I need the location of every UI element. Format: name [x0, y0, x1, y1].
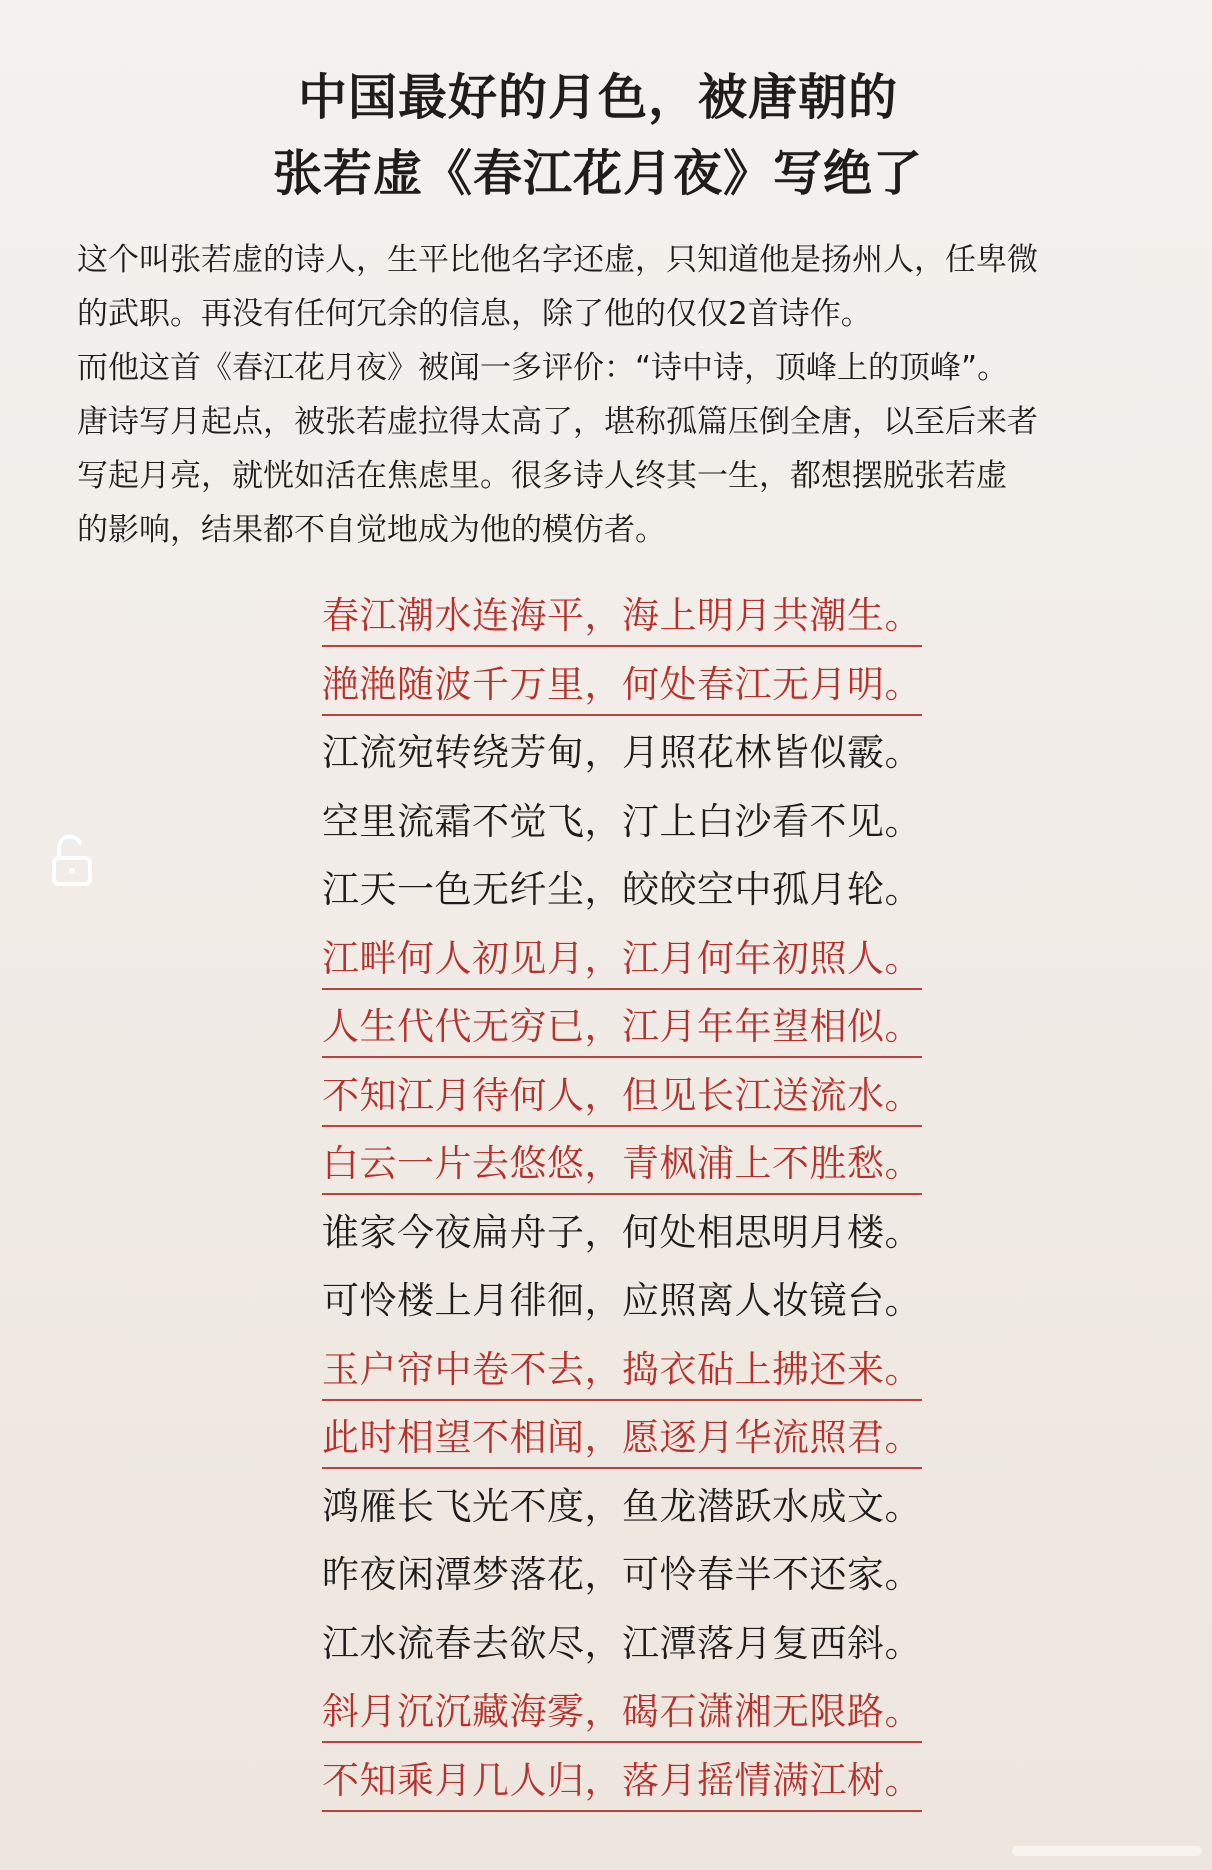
poem-line-text: 斜月沉沉藏海雾，碣石潇湘无限路。	[322, 1680, 922, 1744]
poem-line	[322, 790, 922, 859]
page-title-line-1: 中国最好的月色，被唐朝的	[297, 69, 898, 126]
poem-line	[322, 1269, 922, 1338]
intro-line: 唐诗写月起点，被张若虚拉得太高了，堪称孤篇压倒全唐，以至后来者	[77, 404, 1038, 440]
poem-line-text: 江天一色无纤尘，皎皎空中孤月轮。	[322, 868, 922, 911]
poem-line	[322, 721, 922, 790]
poem-line	[322, 1612, 922, 1681]
poem-line-highlighted	[322, 1749, 922, 1818]
poem-line-text: 鸿雁长飞光不度，鱼龙潜跃水成文。	[322, 1484, 922, 1528]
poem-line-text: 滟滟随波千万里，何处春江无月明。	[322, 653, 922, 717]
poem-line-text: 江流宛转绕芳甸，月照花林皆似霰。	[322, 731, 922, 774]
poem-line-highlighted	[322, 1680, 922, 1749]
poem-line-text: 江畔何人初见月，江月何年初照人。	[322, 927, 922, 991]
intro-line: 这个叫张若虚的诗人，生平比他名字还虚，只知道他是扬州人，任卑微	[77, 242, 1038, 278]
intro-line: 的武职。再没有任何冗余的信息，除了他的仅仅2首诗作。	[77, 296, 872, 332]
unlock-icon[interactable]	[48, 832, 98, 888]
poem-line-highlighted	[322, 584, 922, 653]
home-indicator	[1012, 1846, 1202, 1856]
poem-line-text: 可怜楼上月徘徊，应照离人妆镜台。	[322, 1279, 922, 1322]
intro-line: 写起月亮，就恍如活在焦虑里。很多诗人终其一生，都想摆脱张若虚	[77, 458, 1007, 494]
poem-line	[322, 1543, 922, 1612]
poem-line-text: 昨夜闲潭梦落花，可怜春半不还家。	[322, 1553, 922, 1596]
poem-line-text: 江水流春去欲尽，江潭落月复西斜。	[322, 1621, 922, 1665]
poem-line	[322, 858, 922, 927]
page-title-line-2: 张若虚《春江花月夜》写绝了	[272, 145, 923, 202]
poem-line	[322, 1201, 922, 1270]
poem-line-highlighted	[322, 1406, 922, 1475]
intro-line: 而他这首《春江花月夜》被闻一多评价：“诗中诗，顶峰上的顶峰”。	[77, 350, 1009, 386]
poem-line-text: 玉户帘中卷不去，捣衣砧上拂还来。	[322, 1338, 922, 1402]
poem-body	[322, 584, 922, 1817]
poem-line-highlighted	[322, 1064, 922, 1133]
intro-paragraph	[77, 233, 1147, 557]
poem-line	[322, 1475, 922, 1544]
poem-line-text: 此时相望不相闻，愿逐月华流照君。	[322, 1406, 922, 1470]
intro-line: 的影响，结果都不自觉地成为他的模仿者。	[77, 512, 666, 548]
poem-line-text: 人生代代无穷已，江月年年望相似。	[322, 995, 922, 1059]
poem-line-highlighted	[322, 1132, 922, 1201]
poem-line-text: 白云一片去悠悠，青枫浦上不胜愁。	[322, 1132, 922, 1196]
poem-line-text: 不知江月待何人，但见长江送流水。	[322, 1064, 922, 1128]
poem-line-text: 不知乘月几人归，落月摇情满江树。	[322, 1749, 922, 1813]
poem-line-text: 空里流霜不觉飞，汀上白沙看不见。	[322, 799, 922, 843]
poem-line-highlighted	[322, 653, 922, 722]
poem-line-highlighted	[322, 995, 922, 1064]
poem-line-text: 春江潮水连海平，海上明月共潮生。	[322, 584, 922, 648]
poem-line-text: 谁家今夜扁舟子，何处相思明月楼。	[322, 1210, 922, 1254]
poem-line-highlighted	[322, 927, 922, 996]
poem-line-highlighted	[322, 1338, 922, 1407]
